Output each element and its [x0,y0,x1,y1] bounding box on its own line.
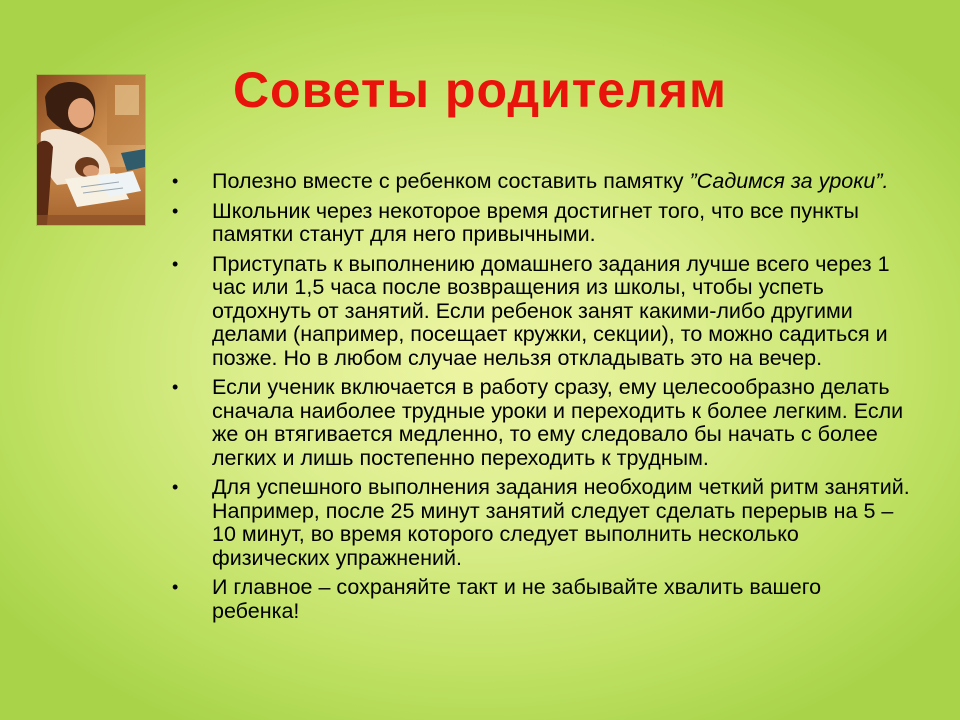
list-item [172,200,912,247]
list-item [172,376,912,470]
slide-title: Советы родителям [232,62,728,118]
list-item [172,253,912,371]
tips-list [172,170,912,629]
bullet-icon: • [172,577,179,597]
tip-emphasis: ”Садимся за уроки”. [689,169,889,193]
tip-text: Приступать к выполнению домашнего задания лучше всего через 1 час или 1,5 часа после возвращения из школы, чтобы успеть отдохнуть от занятий. Если ребенок занят какими-либо другими делами (например, посещает кружки, секции), то можно садиться и позже. Но в любом случае нельзя откладывать это на вечер. [212,251,890,370]
tip-text: И главное – сохраняйте такт и не забывайте хвалить вашего ребенка! [212,575,822,623]
list-item [172,476,912,570]
bullet-icon: • [172,171,179,191]
tip-text: Для успешного выполнения задания необходим четкий ритм занятий. Например, после 25 минут занятий следует сделать перерыв на 5 – 10 минут, во время которого следует выполнить несколько физических упражнений. [212,475,910,570]
bullet-icon: • [172,200,179,221]
photo-illustration [37,75,145,225]
mother-helping-child-photo [37,75,145,225]
list-item [172,170,912,194]
bullet-icon: • [172,253,179,274]
tip-text: Если ученик включается в работу сразу, ему целесообразно делать сначала наиболее трудные уроки и переходить к более легким. Если же он втягивается медленно, то ему следовало бы начать с более легких и лишь постепенно переходить к трудным. [212,375,904,470]
bullet-icon: • [172,477,179,497]
bullet-icon: • [172,377,179,397]
tip-text: Полезно вместе с ребенком составить памятку [212,169,690,193]
list-item [172,576,912,623]
tip-text: Школьник через некоторое время достигнет того, что все пункты памятки станут для него привычными. [212,198,859,246]
